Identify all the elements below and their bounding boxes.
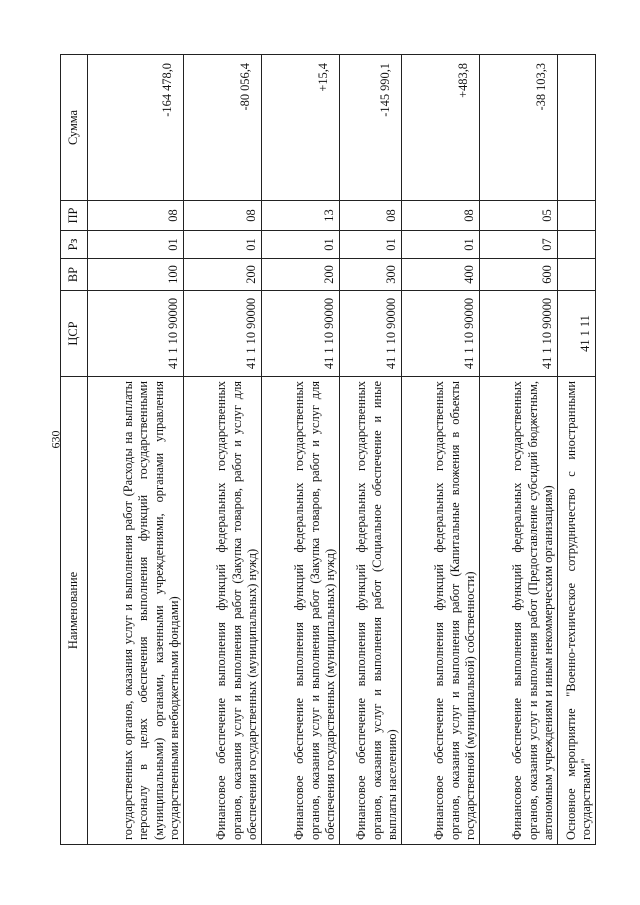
row-amount xyxy=(558,55,596,201)
row-rz: 01 xyxy=(184,231,262,259)
row-name: Финансовое обеспечение выполнения функций федеральных государственных органов, оказания услуг и выполнения работ (Капитальные вложения в объекты государственной (муниципальной) собственности) xyxy=(402,377,480,845)
row-csr: 41 1 10 90000 xyxy=(402,291,480,377)
row-pr: 08 xyxy=(184,201,262,231)
row-name: государственных органов, оказания услуг и выполнения работ (Расходы на выплаты персоналу в целях обеспечения выполнения функций государственными (муниципальными) органами, казенными учреждениями, органами управления государственными внебюджетными фондами) xyxy=(88,377,184,845)
row-rz: 01 xyxy=(340,231,402,259)
row-csr: 41 1 10 90000 xyxy=(340,291,402,377)
row-amount: -164 478,0 xyxy=(88,55,184,201)
row-pr xyxy=(558,201,596,231)
row-name: Финансовое обеспечение выполнения функций федеральных государственных органов, оказания услуг и выполнения работ (Социальное обеспечение и иные выплаты населению) xyxy=(340,377,402,845)
row-csr: 41 1 11 xyxy=(558,291,596,377)
header-vr: ВР xyxy=(61,259,88,291)
row-vr: 600 xyxy=(480,259,558,291)
table-row xyxy=(340,55,402,845)
row-amount: +483,8 xyxy=(402,55,480,201)
table-row xyxy=(558,55,596,845)
row-csr: 41 1 10 90000 xyxy=(480,291,558,377)
row-rz: 01 xyxy=(402,231,480,259)
row-name: Финансовое обеспечение выполнения функций федеральных государственных органов, оказания услуг и выполнения работ (Предоставление субсидий бюджетным, автономным учреждениям и иным некоммерческим организациям) xyxy=(480,377,558,845)
row-pr: 13 xyxy=(262,201,340,231)
row-csr: 41 1 10 90000 xyxy=(184,291,262,377)
header-csr: ЦСР xyxy=(61,291,88,377)
rotated-table-wrapper xyxy=(60,55,595,845)
row-pr: 05 xyxy=(480,201,558,231)
row-rz: 07 xyxy=(480,231,558,259)
row-name: Основное мероприятие "Военно-техническое сотрудничество с иностранными государствами" xyxy=(558,377,596,845)
page-number: 630 xyxy=(48,430,63,449)
row-vr: 300 xyxy=(340,259,402,291)
row-rz: 01 xyxy=(262,231,340,259)
row-vr: 200 xyxy=(262,259,340,291)
header-pr: ПР xyxy=(61,201,88,231)
row-csr: 41 1 10 90000 xyxy=(88,291,184,377)
row-amount: +15,4 xyxy=(262,55,340,201)
row-name: Финансовое обеспечение выполнения функций федеральных государственных органов, оказания услуг и выполнения работ (Закупка товаров, работ и услуг для обеспечения государственных (муниципальных) нужд) xyxy=(184,377,262,845)
row-amount: -145 990,1 xyxy=(340,55,402,201)
table-row xyxy=(184,55,262,845)
row-vr: 400 xyxy=(402,259,480,291)
header-rz: Рз xyxy=(61,231,88,259)
header-name: Наименование xyxy=(61,377,88,845)
row-vr xyxy=(558,259,596,291)
table-row xyxy=(402,55,480,845)
header-amount: Сумма xyxy=(61,55,88,201)
row-pr: 08 xyxy=(402,201,480,231)
table-row xyxy=(480,55,558,845)
budget-table xyxy=(60,54,596,845)
row-pr: 08 xyxy=(340,201,402,231)
row-vr: 100 xyxy=(88,259,184,291)
row-name: Финансовое обеспечение выполнения функций федеральных государственных органов, оказания услуг и выполнения работ (Закупка товаров, работ и услуг для обеспечения государственных (муниципальных) нужд) xyxy=(262,377,340,845)
row-rz xyxy=(558,231,596,259)
row-csr: 41 1 10 90000 xyxy=(262,291,340,377)
row-amount: -38 103,3 xyxy=(480,55,558,201)
row-pr: 08 xyxy=(88,201,184,231)
table-row xyxy=(88,55,184,845)
row-rz: 01 xyxy=(88,231,184,259)
row-amount: -80 056,4 xyxy=(184,55,262,201)
table-header-row xyxy=(61,55,88,845)
table-row xyxy=(262,55,340,845)
row-vr: 200 xyxy=(184,259,262,291)
